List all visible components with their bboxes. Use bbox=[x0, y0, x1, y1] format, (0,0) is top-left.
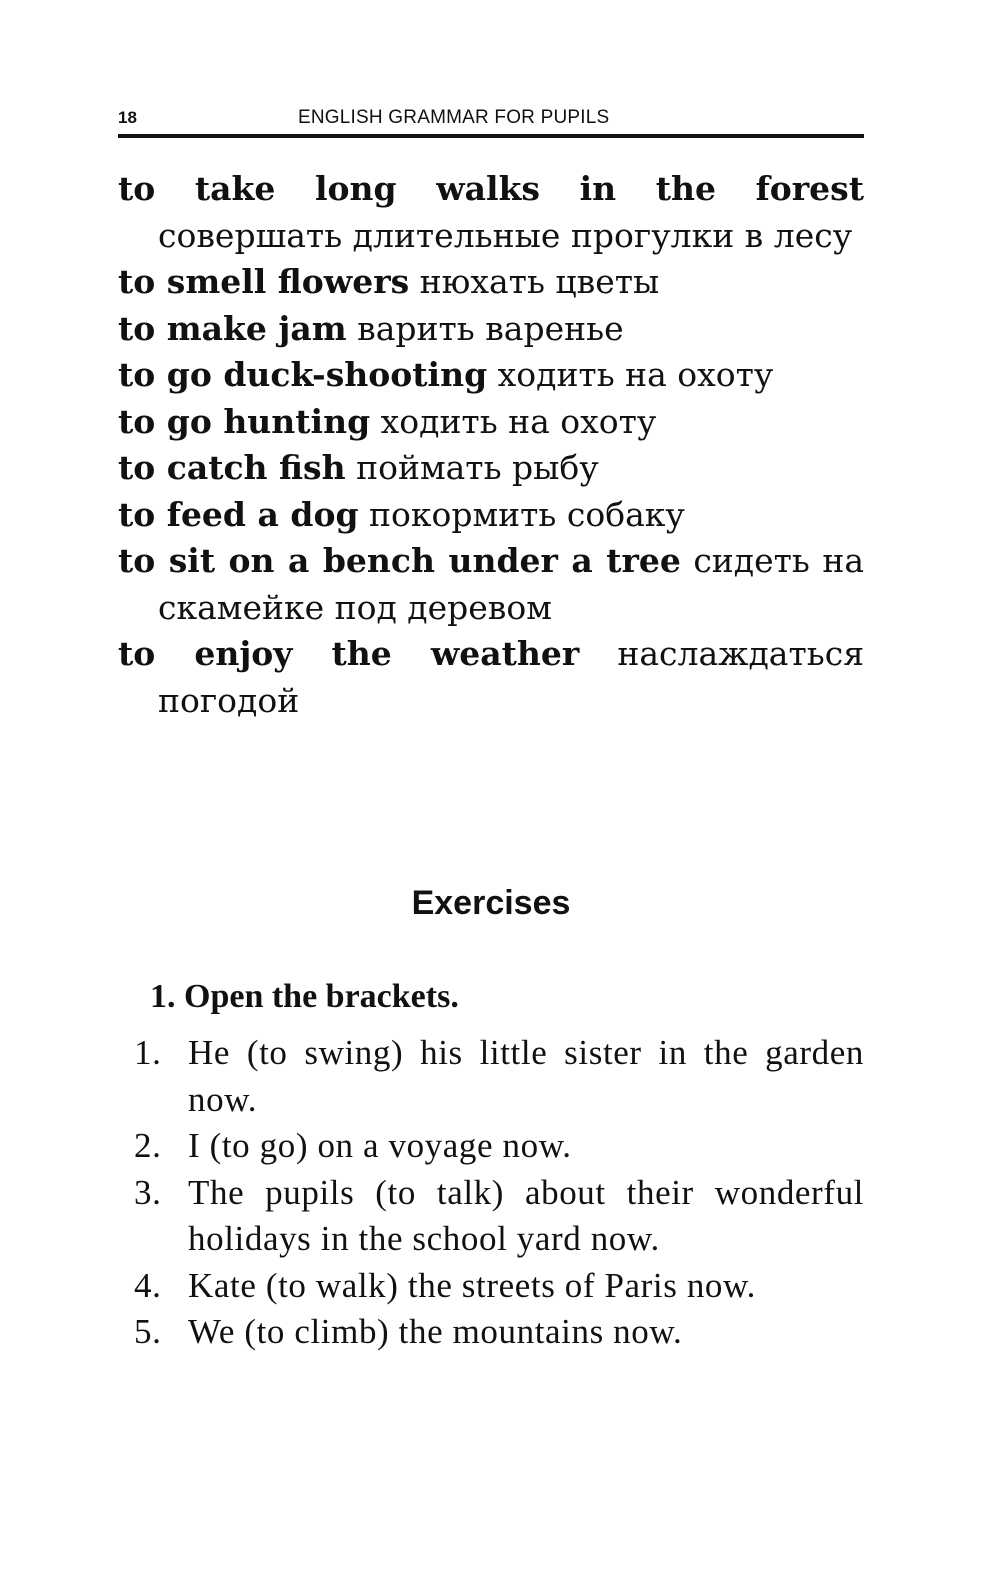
exercise-item-text: Kate (to walk) the streets of Paris now. bbox=[188, 1265, 756, 1305]
vocab-translation: совершать длительные прогулки в лесу bbox=[158, 215, 853, 255]
exercise-item bbox=[134, 1030, 864, 1123]
exercise-item bbox=[134, 1263, 864, 1310]
vocab-entry bbox=[118, 492, 864, 539]
exercise-item bbox=[134, 1309, 864, 1356]
vocab-entry bbox=[118, 631, 864, 724]
exercise-item-number: 4. bbox=[134, 1265, 162, 1305]
task-number: 1. bbox=[150, 978, 176, 1015]
vocab-translation: поймать рыбу bbox=[356, 448, 599, 487]
running-title: ENGLISH GRAMMAR FOR PUPILS bbox=[298, 107, 610, 128]
vocab-translation: покормить собаку bbox=[369, 494, 685, 534]
exercise-item-number: 5. bbox=[134, 1312, 162, 1351]
vocab-term: to sit on a bench under a tree bbox=[118, 541, 681, 580]
exercises-heading: Exercises bbox=[411, 884, 571, 922]
vocab-translation: ходить на охоту bbox=[497, 355, 774, 394]
vocab-translation: наслаждаться погодой bbox=[158, 634, 865, 720]
exercise-item-text: We (to climb) the mountains now. bbox=[188, 1312, 683, 1351]
vocab-term: to make jam bbox=[118, 308, 347, 348]
vocab-term: to take long walks in the forest bbox=[118, 169, 864, 208]
vocab-term: to feed a dog bbox=[118, 494, 359, 534]
vocab-translation: ходить на охоту bbox=[380, 401, 657, 441]
page-number: 18 bbox=[118, 108, 137, 127]
task-label: Open the brackets. bbox=[184, 978, 459, 1015]
vocab-translation: сидеть на скамейке под деревом bbox=[158, 541, 864, 627]
task-heading bbox=[150, 978, 459, 1016]
vocab-term: to catch fish bbox=[118, 448, 346, 487]
exercise-item bbox=[134, 1123, 864, 1170]
vocab-entry bbox=[118, 166, 864, 259]
vocab-translation: нюхать цветы bbox=[419, 262, 660, 301]
exercise-item-text: I (to go) on a voyage now. bbox=[188, 1126, 572, 1165]
exercise-item-text: He (to swing) his little sister in the garden now. bbox=[188, 1033, 864, 1119]
vocab-entry bbox=[118, 399, 864, 446]
exercise-item-number: 1. bbox=[134, 1033, 162, 1072]
vocab-entry bbox=[118, 445, 864, 492]
vocabulary-list bbox=[118, 166, 864, 724]
vocab-entry bbox=[118, 306, 864, 353]
vocab-entry bbox=[118, 352, 864, 399]
exercise-item bbox=[134, 1170, 864, 1263]
vocab-term: to smell flowers bbox=[118, 262, 410, 301]
exercise-item-number: 3. bbox=[134, 1172, 162, 1212]
exercise-list bbox=[134, 1030, 864, 1356]
exercise-item-text: The pupils (to talk) about their wonderful holidays in the school yard now. bbox=[188, 1172, 864, 1258]
exercise-item-number: 2. bbox=[134, 1126, 162, 1165]
vocab-translation: варить варенье bbox=[357, 308, 624, 348]
vocab-term: to go duck-shooting bbox=[118, 355, 488, 394]
vocab-term: to enjoy the weather bbox=[118, 634, 580, 673]
vocab-entry bbox=[118, 538, 864, 631]
vocab-term: to go hunting bbox=[118, 401, 371, 441]
vocab-entry bbox=[118, 259, 864, 306]
running-header bbox=[118, 104, 864, 138]
